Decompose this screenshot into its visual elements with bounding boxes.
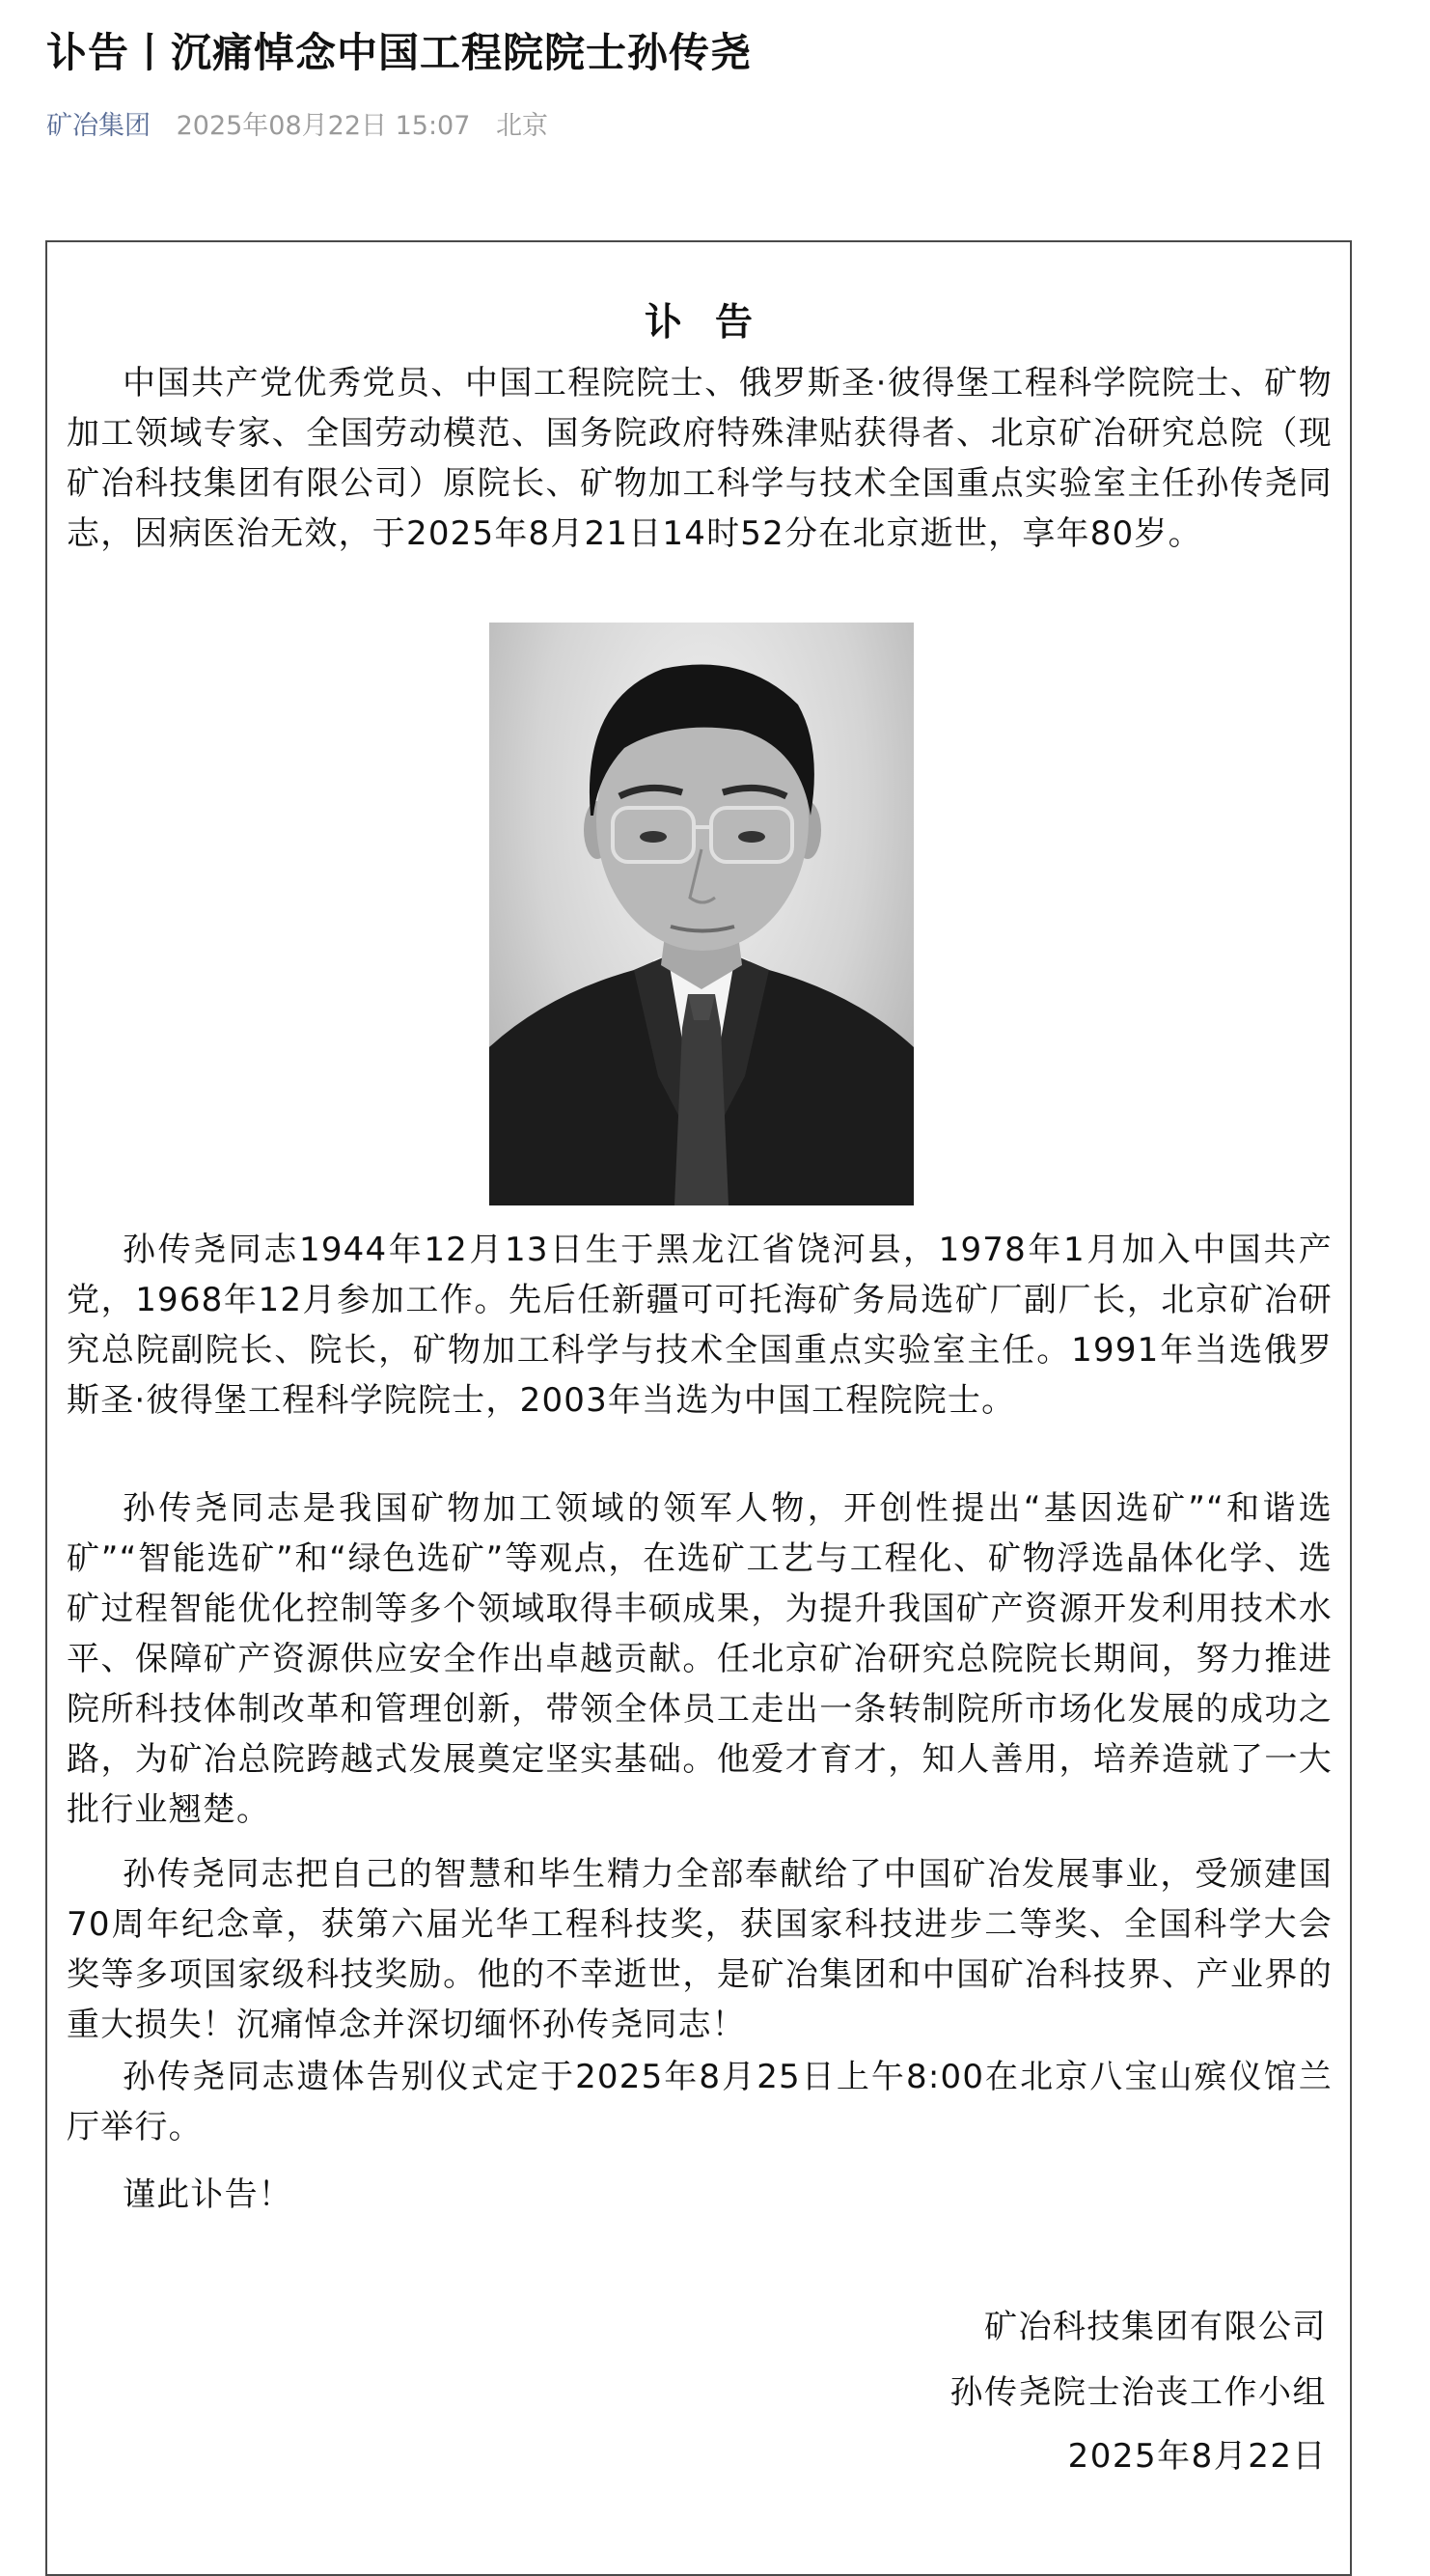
notice-paragraph-2: 孙传尧同志1944年12月13日生于黑龙江省饶河县，1978年1月加入中国共产党，1968年12月参加工作。先后任新疆可可托海矿务局选矿厂副厂长，北京矿冶研究总院副院长、院长，矿物加工科学与技术全国重点实验室主任。1991年当选俄罗斯圣·彼得堡工程科学院院士，2003年当选为中国工程院院士。 [67,1231,1333,1420]
signature-organization: 矿冶科技集团有限公司 [984,2308,1327,2346]
notice-paragraph-1: 中国共产党优秀党员、中国工程院院士、俄罗斯圣·彼得堡工程科学院院士、矿物加工领域专家、全国劳动模范、国务院政府特殊津贴获得者、北京矿冶研究总院（现矿冶科技集团有限公司）原院长、矿物加工科学与技术全国重点实验室主任孙传尧同志，因病医治无效，于2025年8月21日14时52分在北京逝世，享年80岁。 [67,364,1333,553]
article-title: 讣告丨沉痛悼念中国工程院院士孙传尧 [46,29,753,76]
obituary-notice-frame [45,240,1352,2576]
notice-closing: 谨此讣告！ [123,2175,292,2214]
article-meta [46,104,548,142]
notice-title: 讣告 [644,301,785,345]
notice-paragraph-4: 孙传尧同志把自己的智慧和毕生精力全部奉献给了中国矿冶发展事业，受颁建国70周年纪念章，获第六届光华工程科技奖，获国家科技进步二等奖、全国科学大会奖等多项国家级科技奖励。他的不幸逝世，是矿冶集团和中国矿冶科技界、产业界的重大损失！沉痛悼念并深切缅怀孙传尧同志！ [67,1855,1333,2044]
publish-location: 北京 [496,111,549,141]
notice-paragraph-3: 孙传尧同志是我国矿物加工领域的领军人物，开创性提出“基因选矿”“和谐选矿”“智能选矿”和“绿色选矿”等观点，在选矿工艺与工程化、矿物浮选晶体化学、选矿过程智能优化控制等多个领域取得丰硕成果，为提升我国矿产资源开发利用技术水平、保障矿产资源供应安全作出卓越贡献。任北京矿冶研究总院院长期间，努力推进院所科技体制改革和管理创新，带领全体员工走出一条转制院所市场化发展的成功之路，为矿冶总院跨越式发展奠定坚实基础。他爱才育才，知人善用，培养造就了一大批行业翘楚。 [67,1489,1333,1829]
signature-committee: 孙传尧院士治丧工作小组 [949,2373,1327,2412]
publish-time: 2025年08月22日 15:07 [176,111,471,141]
portrait-photo [489,623,914,1205]
notice-paragraph-5: 孙传尧同志遗体告别仪式定于2025年8月25日上午8:00在北京八宝山殡仪馆兰厅举行。 [67,2058,1333,2147]
author-link[interactable]: 矿冶集团 [46,111,151,141]
signature-date: 2025年8月22日 [1067,2437,1327,2476]
